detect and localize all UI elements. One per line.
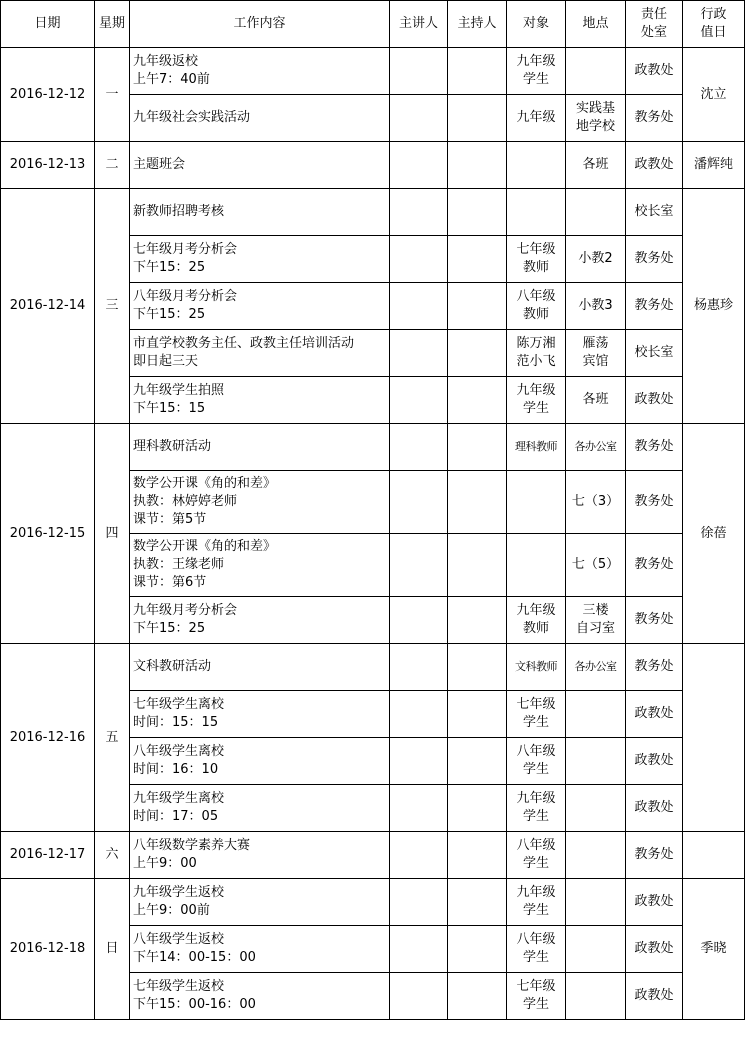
weekday-cell: 四 <box>95 424 130 644</box>
content-line: 八年级数学素养大赛 <box>133 838 251 853</box>
content-line: 理科教研活动 <box>133 439 212 454</box>
content-cell <box>130 48 390 95</box>
content-cell <box>130 832 390 879</box>
audience-cell <box>507 471 566 534</box>
host-cell <box>448 142 507 189</box>
host-cell <box>448 330 507 377</box>
host-cell <box>448 534 507 597</box>
date-cell: 2016-12-15 <box>1 424 95 644</box>
content-cell <box>130 189 390 236</box>
location-line: 各班 <box>582 157 609 172</box>
header-row <box>1 1 745 48</box>
content-line: 新教师招聘考核 <box>133 204 225 219</box>
content-line: 八年级学生返校 <box>133 932 225 947</box>
responsible-dept-cell: 政教处 <box>626 48 683 95</box>
content-line: 七年级月考分析会 <box>133 242 238 257</box>
speaker-cell <box>390 471 448 534</box>
weekday-cell: 三 <box>95 189 130 424</box>
speaker-cell <box>390 597 448 644</box>
content-cell <box>130 283 390 330</box>
audience-line: 九年级 <box>516 383 556 398</box>
speaker-cell <box>390 534 448 597</box>
location-cell <box>566 785 626 832</box>
location-cell <box>566 330 626 377</box>
speaker-cell <box>390 424 448 471</box>
location-line: 实践基 <box>575 101 615 116</box>
audience-cell <box>507 738 566 785</box>
content-cell <box>130 236 390 283</box>
content-line: 下午14：00-15：00 <box>133 950 256 965</box>
location-cell <box>566 738 626 785</box>
content-cell <box>130 644 390 691</box>
content-cell <box>130 95 390 142</box>
speaker-cell <box>390 879 448 926</box>
audience-line: 八年级 <box>516 838 556 853</box>
host-cell <box>448 832 507 879</box>
audience-line: 学生 <box>522 809 549 824</box>
audience-line: 九年级 <box>516 110 556 125</box>
location-cell <box>566 377 626 424</box>
responsible-dept-cell: 政教处 <box>626 879 683 926</box>
speaker-cell <box>390 330 448 377</box>
audience-line: 七年级 <box>516 242 556 257</box>
content-line: 上午9：00前 <box>133 903 210 918</box>
audience-line: 八年级 <box>516 289 556 304</box>
content-line: 上午7：40前 <box>133 72 210 87</box>
header-content: 工作内容 <box>130 1 390 48</box>
content-cell <box>130 471 390 534</box>
schedule-row <box>1 644 745 691</box>
location-line: 宾馆 <box>582 354 609 369</box>
speaker-cell <box>390 95 448 142</box>
header-speaker: 主讲人 <box>390 1 448 48</box>
date-cell: 2016-12-16 <box>1 644 95 832</box>
location-cell <box>566 644 626 691</box>
location-cell <box>566 832 626 879</box>
audience-line: 九年级 <box>516 54 556 69</box>
audience-cell <box>507 424 566 471</box>
content-line: 下午15：00-16：00 <box>133 997 256 1012</box>
schedule-row <box>1 832 745 879</box>
responsible-dept-cell: 政教处 <box>626 738 683 785</box>
host-cell <box>448 377 507 424</box>
content-line: 下午15：25 <box>133 307 206 322</box>
location-cell <box>566 189 626 236</box>
audience-line: 学生 <box>522 903 549 918</box>
audience-cell <box>507 48 566 95</box>
weekday-cell: 六 <box>95 832 130 879</box>
speaker-cell <box>390 691 448 738</box>
content-cell <box>130 597 390 644</box>
location-line: 各办公室 <box>574 660 617 673</box>
location-cell <box>566 236 626 283</box>
responsible-dept-cell: 教务处 <box>626 534 683 597</box>
content-line: 数学公开课《角的和差》 <box>133 476 277 491</box>
host-cell <box>448 48 507 95</box>
responsible-dept-cell: 校长室 <box>626 330 683 377</box>
responsible-dept-cell: 政教处 <box>626 377 683 424</box>
date-cell: 2016-12-18 <box>1 879 95 1020</box>
location-cell <box>566 879 626 926</box>
audience-line: 七年级 <box>516 697 556 712</box>
content-cell <box>130 785 390 832</box>
header-duty-line: 值日 <box>700 25 727 40</box>
content-cell <box>130 534 390 597</box>
speaker-cell <box>390 926 448 973</box>
content-line: 八年级学生离校 <box>133 744 225 759</box>
content-line: 文科教研活动 <box>133 659 212 674</box>
audience-cell <box>507 330 566 377</box>
responsible-dept-cell: 政教处 <box>626 926 683 973</box>
responsible-dept-cell: 校长室 <box>626 189 683 236</box>
content-line: 时间：17：05 <box>133 809 219 824</box>
host-cell <box>448 926 507 973</box>
speaker-cell <box>390 236 448 283</box>
schedule-body <box>1 48 745 1020</box>
audience-line: 学生 <box>522 997 549 1012</box>
weekday-cell: 日 <box>95 879 130 1020</box>
host-cell <box>448 597 507 644</box>
content-line: 课节：第6节 <box>133 575 207 590</box>
audience-cell <box>507 283 566 330</box>
audience-cell <box>507 785 566 832</box>
content-cell <box>130 973 390 1020</box>
duty-officer-cell: 季晓 <box>683 879 745 1020</box>
speaker-cell <box>390 142 448 189</box>
duty-officer-cell <box>683 832 745 879</box>
header-location: 地点 <box>566 1 626 48</box>
duty-officer-cell: 徐蓓 <box>683 424 745 644</box>
duty-officer-cell: 沈立 <box>683 48 745 142</box>
content-line: 九年级返校 <box>133 54 199 69</box>
responsible-dept-cell: 政教处 <box>626 142 683 189</box>
responsible-dept-cell: 政教处 <box>626 785 683 832</box>
speaker-cell <box>390 283 448 330</box>
audience-line: 学生 <box>522 401 549 416</box>
audience-cell <box>507 832 566 879</box>
header-audience: 对象 <box>507 1 566 48</box>
audience-line: 学生 <box>522 72 549 87</box>
audience-cell <box>507 691 566 738</box>
duty-officer-cell: 杨惠珍 <box>683 189 745 424</box>
content-cell <box>130 142 390 189</box>
host-cell <box>448 973 507 1020</box>
speaker-cell <box>390 832 448 879</box>
content-line: 市直学校教务主任、政教主任培训活动 <box>133 336 355 351</box>
location-cell <box>566 597 626 644</box>
content-line: 主题班会 <box>133 157 186 172</box>
audience-line: 九年级 <box>516 603 556 618</box>
location-line: 小教3 <box>578 298 613 313</box>
audience-cell <box>507 142 566 189</box>
content-line: 数学公开课《角的和差》 <box>133 539 277 554</box>
location-line: 七（5） <box>571 557 620 572</box>
header-duty-officer <box>683 1 745 48</box>
responsible-dept-cell: 教务处 <box>626 832 683 879</box>
content-line: 时间：15：15 <box>133 715 219 730</box>
location-line: 各办公室 <box>574 440 617 453</box>
location-cell <box>566 142 626 189</box>
location-cell <box>566 973 626 1020</box>
audience-line: 八年级 <box>516 744 556 759</box>
content-line: 课节：第5节 <box>133 512 207 527</box>
content-line: 九年级社会实践活动 <box>133 110 251 125</box>
schedule-row <box>1 424 745 471</box>
content-line: 时间：16：10 <box>133 762 219 777</box>
content-line: 即日起三天 <box>133 354 199 369</box>
audience-line: 九年级 <box>516 791 556 806</box>
schedule-row <box>1 48 745 95</box>
host-cell <box>448 236 507 283</box>
duty-officer-cell: 潘辉纯 <box>683 142 745 189</box>
location-cell <box>566 926 626 973</box>
audience-line: 教师 <box>522 621 549 636</box>
header-duty-line: 行政 <box>700 7 727 22</box>
content-line: 九年级月考分析会 <box>133 603 238 618</box>
audience-line: 教师 <box>522 307 549 322</box>
weekday-cell: 二 <box>95 142 130 189</box>
audience-cell <box>507 926 566 973</box>
speaker-cell <box>390 644 448 691</box>
schedule-row <box>1 879 745 926</box>
content-cell <box>130 926 390 973</box>
duty-officer-cell <box>683 644 745 832</box>
content-line: 七年级学生离校 <box>133 697 225 712</box>
audience-cell <box>507 597 566 644</box>
audience-cell <box>507 973 566 1020</box>
responsible-dept-cell: 教务处 <box>626 424 683 471</box>
audience-line: 七年级 <box>516 979 556 994</box>
location-cell <box>566 424 626 471</box>
header-host: 主持人 <box>448 1 507 48</box>
audience-cell <box>507 534 566 597</box>
responsible-dept-cell: 政教处 <box>626 691 683 738</box>
speaker-cell <box>390 738 448 785</box>
location-line: 七（3） <box>571 494 620 509</box>
content-cell <box>130 330 390 377</box>
responsible-dept-cell: 政教处 <box>626 973 683 1020</box>
content-line: 七年级学生返校 <box>133 979 225 994</box>
header-responsible-dept <box>626 1 683 48</box>
host-cell <box>448 471 507 534</box>
content-line: 上午9：00 <box>133 856 197 871</box>
audience-cell <box>507 236 566 283</box>
header-date: 日期 <box>1 1 95 48</box>
content-line: 九年级学生离校 <box>133 791 225 806</box>
schedule-row <box>1 189 745 236</box>
audience-line: 八年级 <box>516 932 556 947</box>
host-cell <box>448 879 507 926</box>
content-cell <box>130 738 390 785</box>
content-line: 下午15：15 <box>133 401 206 416</box>
audience-cell <box>507 189 566 236</box>
host-cell <box>448 189 507 236</box>
content-line: 八年级月考分析会 <box>133 289 238 304</box>
schedule-row <box>1 142 745 189</box>
speaker-cell <box>390 48 448 95</box>
audience-line: 学生 <box>522 715 549 730</box>
audience-line: 九年级 <box>516 885 556 900</box>
responsible-dept-cell: 教务处 <box>626 644 683 691</box>
header-weekday: 星期 <box>95 1 130 48</box>
audience-line: 理科教师 <box>515 440 557 453</box>
location-line: 三楼 <box>582 603 609 618</box>
location-cell <box>566 95 626 142</box>
host-cell <box>448 691 507 738</box>
header-dept-line: 责任 <box>640 7 667 22</box>
audience-line: 学生 <box>522 762 549 777</box>
audience-cell <box>507 879 566 926</box>
audience-line: 陈万湘 <box>516 336 556 351</box>
content-line: 下午15：25 <box>133 621 206 636</box>
date-cell: 2016-12-13 <box>1 142 95 189</box>
location-line: 各班 <box>582 392 609 407</box>
content-line: 下午15：25 <box>133 260 206 275</box>
responsible-dept-cell: 教务处 <box>626 471 683 534</box>
audience-line: 学生 <box>522 856 549 871</box>
audience-line: 学生 <box>522 950 549 965</box>
content-line: 九年级学生拍照 <box>133 383 225 398</box>
speaker-cell <box>390 785 448 832</box>
content-line: 九年级学生返校 <box>133 885 225 900</box>
location-line: 雁荡 <box>582 336 609 351</box>
date-cell: 2016-12-17 <box>1 832 95 879</box>
location-cell <box>566 48 626 95</box>
content-line: 执教：林婷婷老师 <box>133 494 238 509</box>
audience-line: 文科教师 <box>515 660 557 673</box>
location-cell <box>566 534 626 597</box>
speaker-cell <box>390 189 448 236</box>
header-dept-line: 处室 <box>640 25 667 40</box>
audience-line: 范小飞 <box>516 354 556 369</box>
host-cell <box>448 283 507 330</box>
location-cell <box>566 283 626 330</box>
location-cell <box>566 471 626 534</box>
audience-cell <box>507 377 566 424</box>
host-cell <box>448 785 507 832</box>
content-cell <box>130 377 390 424</box>
weekday-cell: 五 <box>95 644 130 832</box>
responsible-dept-cell: 教务处 <box>626 95 683 142</box>
content-cell <box>130 691 390 738</box>
responsible-dept-cell: 教务处 <box>626 236 683 283</box>
location-line: 自习室 <box>575 621 615 636</box>
location-line: 小教2 <box>578 251 613 266</box>
weekday-cell: 一 <box>95 48 130 142</box>
host-cell <box>448 738 507 785</box>
content-cell <box>130 424 390 471</box>
date-cell: 2016-12-12 <box>1 48 95 142</box>
date-cell: 2016-12-14 <box>1 189 95 424</box>
speaker-cell <box>390 377 448 424</box>
audience-line: 教师 <box>522 260 549 275</box>
audience-cell <box>507 95 566 142</box>
location-line: 地学校 <box>575 119 615 134</box>
content-cell <box>130 879 390 926</box>
responsible-dept-cell: 教务处 <box>626 283 683 330</box>
speaker-cell <box>390 973 448 1020</box>
content-line: 执教：王缘老师 <box>133 557 225 572</box>
host-cell <box>448 424 507 471</box>
host-cell <box>448 644 507 691</box>
responsible-dept-cell: 教务处 <box>626 597 683 644</box>
host-cell <box>448 95 507 142</box>
location-cell <box>566 691 626 738</box>
audience-cell <box>507 644 566 691</box>
